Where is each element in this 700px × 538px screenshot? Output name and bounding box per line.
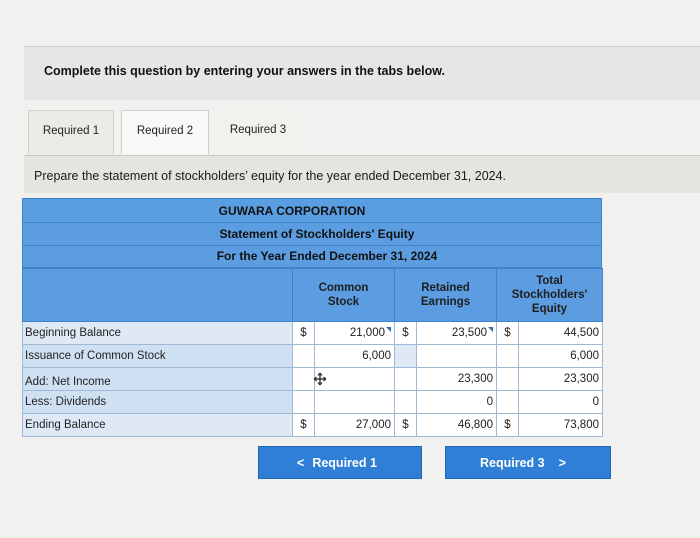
- common-stock-issuance-input[interactable]: 6,000: [315, 345, 395, 368]
- tab-required-1[interactable]: Required 1: [28, 110, 114, 154]
- column-header-common-line1: Common: [318, 282, 369, 294]
- dropdown-marker-icon: [488, 327, 493, 332]
- currency-symbol: [293, 368, 315, 391]
- column-header-total-line3: Equity: [531, 303, 568, 315]
- previous-button-label: Required 1: [312, 456, 377, 470]
- total-equity-dividends-input[interactable]: 0: [519, 391, 603, 414]
- currency-symbol: [395, 391, 417, 414]
- total-equity-ending-input[interactable]: 73,800: [519, 414, 603, 437]
- currency-symbol: $: [395, 322, 417, 345]
- common-stock-dividends-input[interactable]: [315, 391, 395, 414]
- tab-required-3[interactable]: Required 3: [216, 110, 300, 154]
- currency-symbol: $: [497, 322, 519, 345]
- question-prompt-bar: [24, 155, 700, 193]
- total-equity-net-income-input[interactable]: 23,300: [519, 368, 603, 391]
- table-row: [23, 322, 603, 345]
- chevron-right-icon: >: [558, 456, 566, 470]
- table-row: [23, 391, 603, 414]
- move-cursor-icon: [313, 372, 327, 386]
- next-required-button[interactable]: [445, 446, 611, 479]
- cell-value: 21,000: [349, 327, 385, 339]
- tab-required-2[interactable]: Required 2: [121, 110, 209, 154]
- currency-symbol: [497, 368, 519, 391]
- currency-symbol: [395, 345, 417, 368]
- currency-symbol: [293, 391, 315, 414]
- row-label-beginning-balance: Beginning Balance: [23, 322, 293, 345]
- column-header-retained-line2: Earnings: [420, 296, 471, 308]
- retained-earnings-dividends-input[interactable]: 0: [417, 391, 497, 414]
- table-row: [23, 345, 603, 368]
- row-label-ending-balance: Ending Balance: [23, 414, 293, 437]
- row-label-dividends[interactable]: Less: Dividends: [23, 391, 293, 414]
- column-header-retained-earnings: [395, 269, 497, 322]
- stockholders-equity-statement: [22, 198, 602, 437]
- chevron-left-icon: <: [297, 456, 305, 470]
- instructions-text: Complete this question by entering your answers in the tabs below.: [44, 64, 445, 78]
- retained-earnings-net-income-input[interactable]: 23,300: [417, 368, 497, 391]
- column-header-common-stock: [293, 269, 395, 322]
- column-header-row: [23, 269, 603, 322]
- column-header-blank: [23, 269, 293, 322]
- retained-earnings-beginning-input[interactable]: [417, 322, 497, 345]
- retained-earnings-issuance-input[interactable]: [417, 345, 497, 368]
- statement-period: For the Year Ended December 31, 2024: [216, 249, 438, 263]
- previous-required-button[interactable]: [258, 446, 422, 479]
- company-name: GUWARA CORPORATION: [218, 204, 366, 218]
- next-button-label: Required 3: [480, 456, 545, 470]
- column-header-total-line2: Stockholders': [511, 289, 588, 301]
- currency-symbol: $: [497, 414, 519, 437]
- currency-symbol: $: [293, 322, 315, 345]
- currency-symbol: [395, 368, 417, 391]
- total-equity-beginning-input[interactable]: 44,500: [519, 322, 603, 345]
- row-label-issuance-common-stock[interactable]: Issuance of Common Stock: [23, 345, 293, 368]
- common-stock-ending-input[interactable]: 27,000: [315, 414, 395, 437]
- company-name-header: [22, 198, 602, 223]
- dropdown-marker-icon: [386, 327, 391, 332]
- column-header-total-equity: [497, 269, 603, 322]
- statement-title-header: [22, 223, 602, 246]
- equity-table: [22, 268, 603, 437]
- currency-symbol: [293, 345, 315, 368]
- common-stock-beginning-input[interactable]: [315, 322, 395, 345]
- row-label-net-income[interactable]: [23, 368, 293, 391]
- statement-title: Statement of Stockholders' Equity: [219, 227, 415, 241]
- currency-symbol: [497, 345, 519, 368]
- table-row: [23, 414, 603, 437]
- question-prompt: Prepare the statement of stockholders’ equity for the year ended December 31, 2024.: [34, 169, 507, 183]
- cell-value: 23,500: [451, 327, 487, 339]
- currency-symbol: [497, 391, 519, 414]
- row-label-net-income-text: Add: Net Income: [25, 375, 111, 388]
- column-header-total-line1: Total: [536, 275, 563, 287]
- column-header-common-line2: Stock: [327, 296, 360, 308]
- instructions-banner: [24, 46, 700, 100]
- currency-symbol: $: [293, 414, 315, 437]
- column-header-retained-line1: Retained: [421, 282, 470, 294]
- total-equity-issuance-input[interactable]: 6,000: [519, 345, 603, 368]
- retained-earnings-ending-input[interactable]: 46,800: [417, 414, 497, 437]
- currency-symbol: $: [395, 414, 417, 437]
- table-row: [23, 368, 603, 391]
- statement-period-header: [22, 246, 602, 268]
